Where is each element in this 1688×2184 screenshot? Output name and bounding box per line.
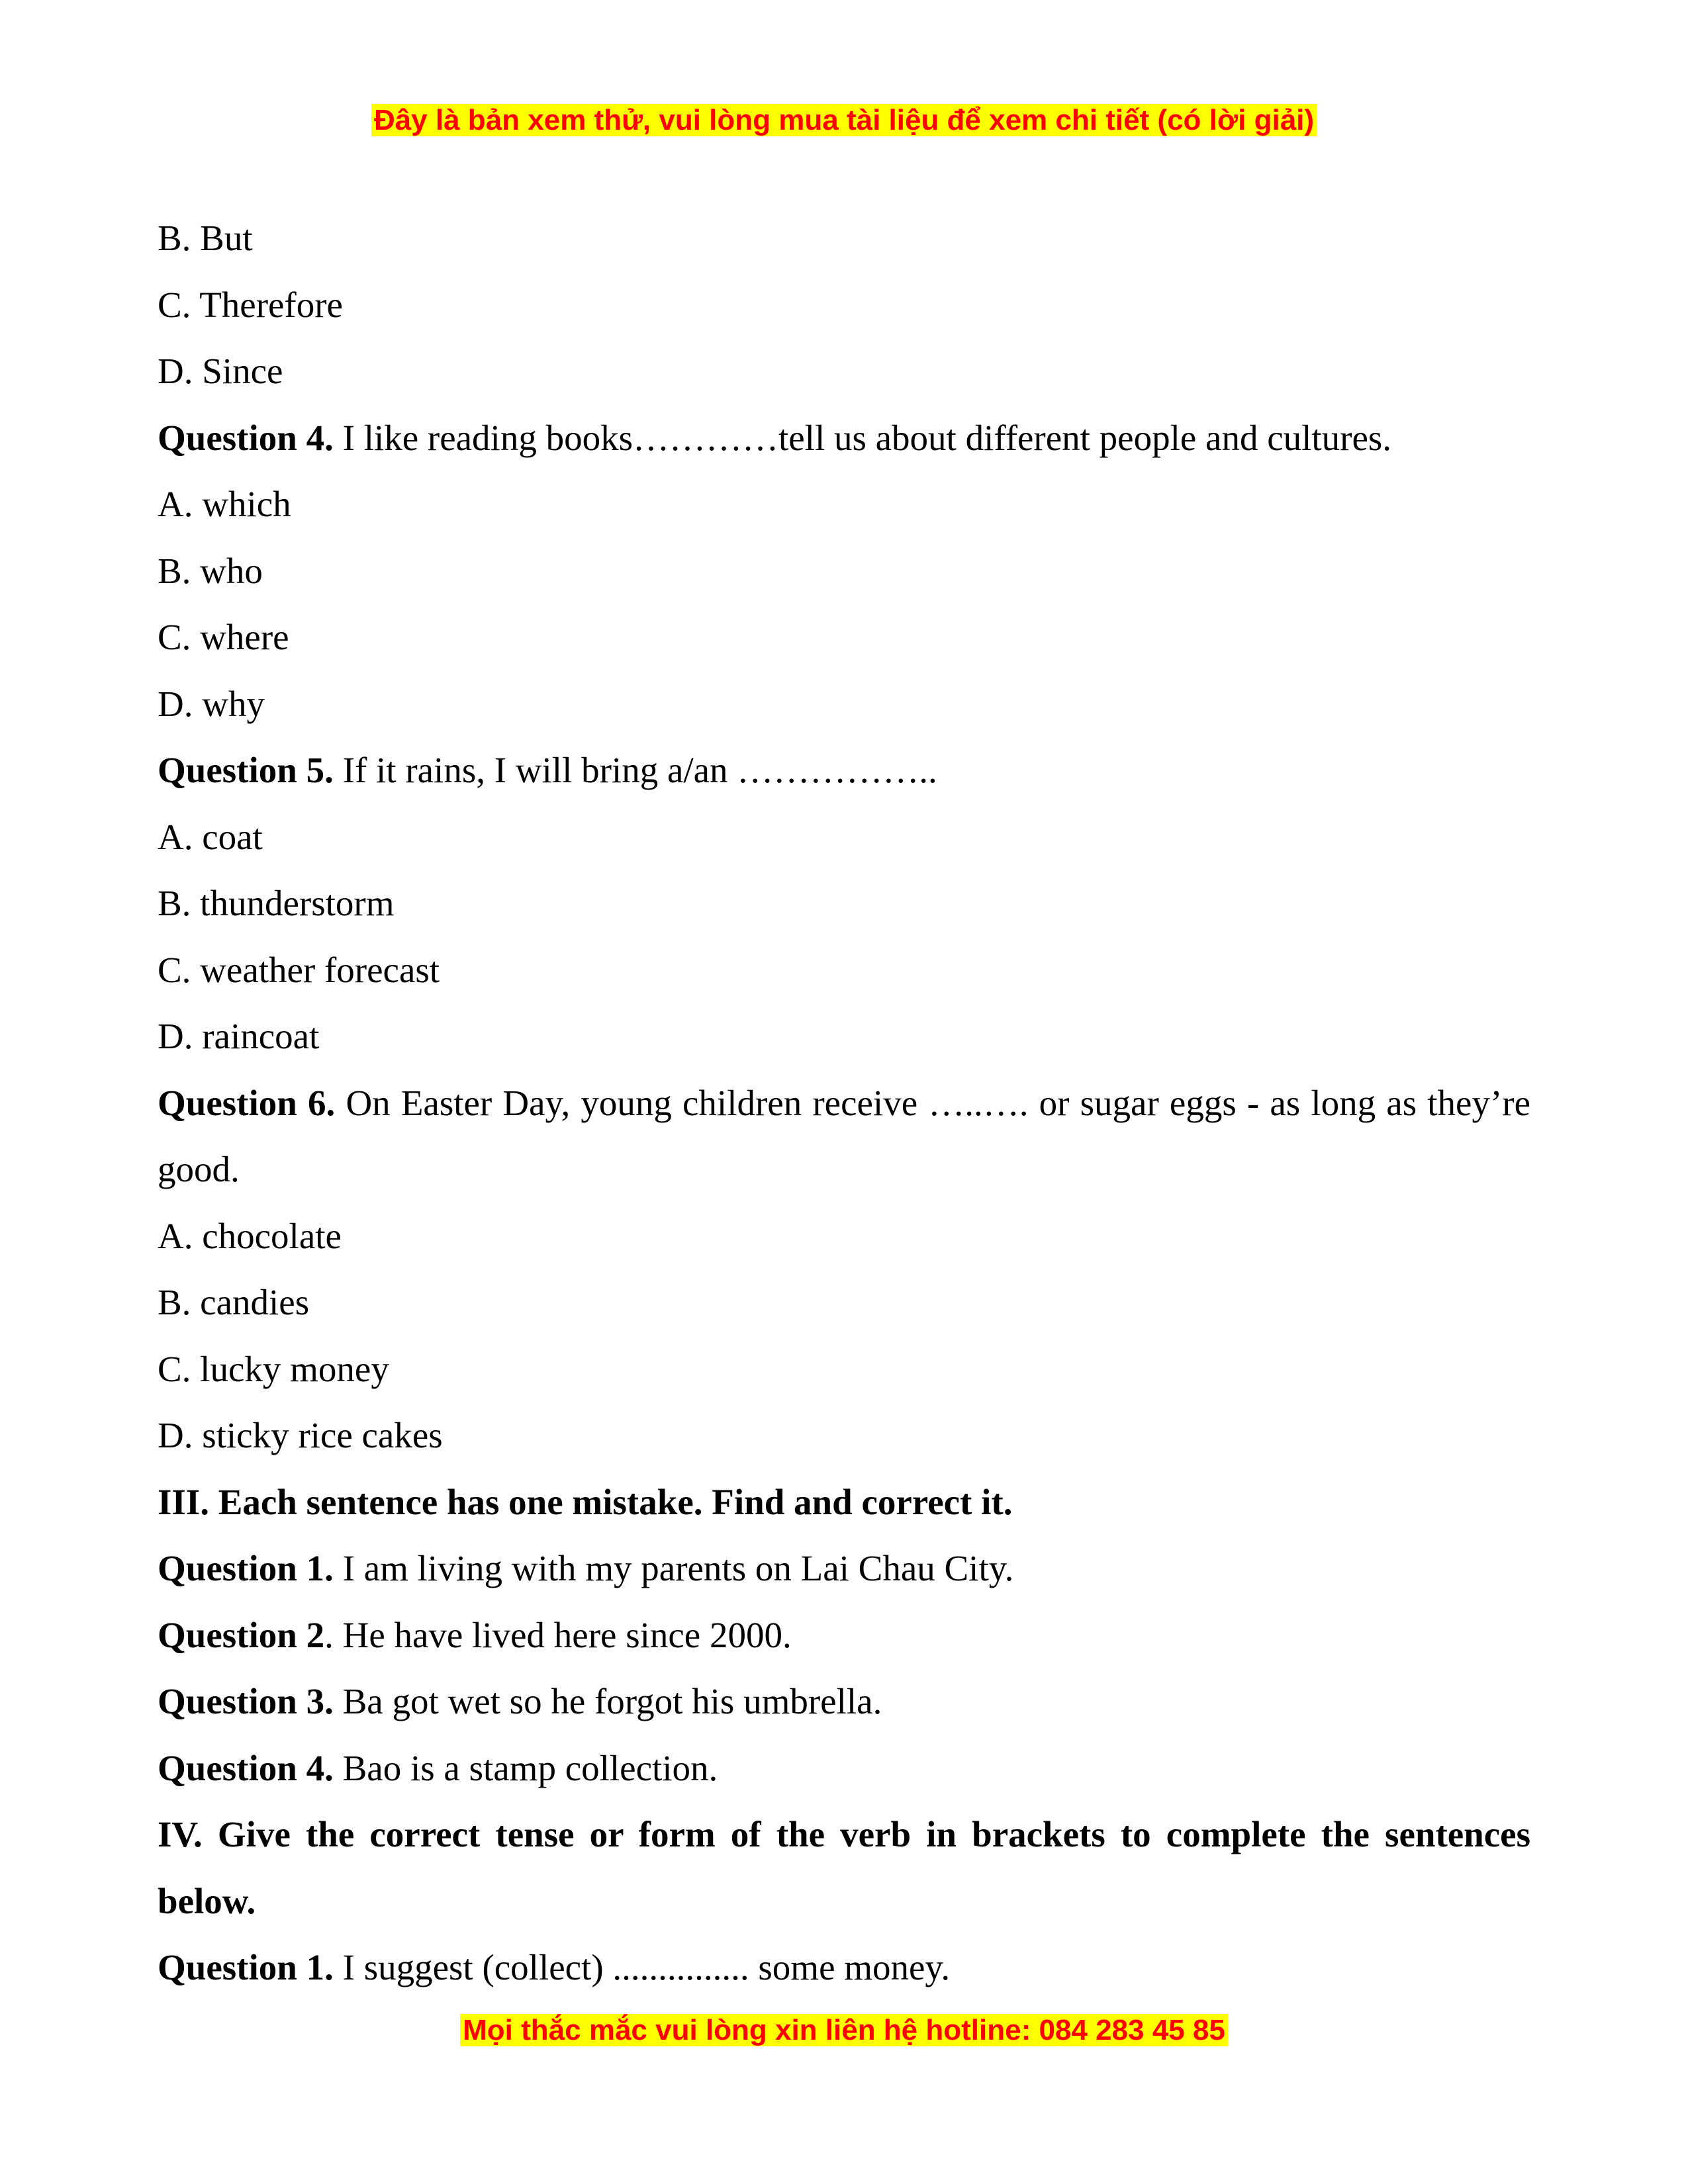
- option-line: C. where: [158, 617, 289, 657]
- section-3-heading: III. Each sentence has one mistake. Find and correct it.: [158, 1481, 1013, 1522]
- question-label: Question 2: [158, 1614, 325, 1655]
- section-3-question: [158, 1668, 1530, 1735]
- preview-notice-banner: [0, 102, 1688, 139]
- option-line: D. raincoat: [158, 1016, 320, 1056]
- option-line: B. who: [158, 550, 263, 591]
- hotline-notice-text: Mọi thắc mắc vui lòng xin liên hệ hotline: 084 283 45 85: [460, 2014, 1228, 2046]
- question-label: Question 4.: [158, 417, 334, 458]
- question-text: I like reading books…………tell us about different people and cultures.: [333, 417, 1392, 458]
- option-line: D. why: [158, 683, 265, 724]
- question-4: [158, 405, 1530, 472]
- section-3-question: [158, 1735, 1530, 1802]
- option-line: D. sticky rice cakes: [158, 1415, 443, 1455]
- section-4-question: [158, 1934, 1530, 2001]
- question-label: Question 1.: [158, 1548, 334, 1588]
- option-line: C. weather forecast: [158, 949, 440, 990]
- question-label: Question 6.: [158, 1082, 336, 1123]
- option-line: A. which: [158, 484, 291, 524]
- question-6: [158, 1070, 1530, 1203]
- question-text: I am living with my parents on Lai Chau City.: [333, 1548, 1014, 1588]
- section-3-question: [158, 1602, 1530, 1669]
- question-text: Ba got wet so he forgot his umbrella.: [333, 1681, 882, 1721]
- option-line: D. Since: [158, 351, 283, 391]
- option-line: A. chocolate: [158, 1215, 342, 1256]
- question-text: On Easter Day, young children receive …..…. or sugar eggs - as long as they’re good.: [158, 1082, 1530, 1189]
- question-label: Question 3.: [158, 1681, 334, 1721]
- option-line: C. lucky money: [158, 1348, 389, 1389]
- option-line: B. candies: [158, 1282, 310, 1322]
- option-line: A. coat: [158, 816, 263, 857]
- option-line: B. thunderstorm: [158, 883, 395, 923]
- question-label: Question 5.: [158, 750, 334, 790]
- question-text: If it rains, I will bring a/an ……………..: [333, 750, 937, 790]
- option-line: B. But: [158, 218, 253, 258]
- section-3-question: [158, 1535, 1530, 1602]
- question-text: Bao is a stamp collection.: [333, 1747, 718, 1788]
- preview-notice-text: Đây là bản xem thử, vui lòng mua tài liệu để xem chi tiết (có lời giải): [371, 104, 1317, 136]
- question-5: [158, 737, 1530, 804]
- document-body: [158, 205, 1530, 2001]
- question-text: . He have lived here since 2000.: [324, 1614, 792, 1655]
- hotline-notice-banner: [0, 2012, 1688, 2049]
- question-label: Question 4.: [158, 1747, 334, 1788]
- question-text: I suggest (collect) ............... some money.: [333, 1947, 951, 1987]
- section-4-heading: IV. Give the correct tense or form of the verb in brackets to complete the sentences below.: [158, 1814, 1530, 1921]
- option-line: C. Therefore: [158, 284, 343, 325]
- question-label: Question 1.: [158, 1947, 334, 1987]
